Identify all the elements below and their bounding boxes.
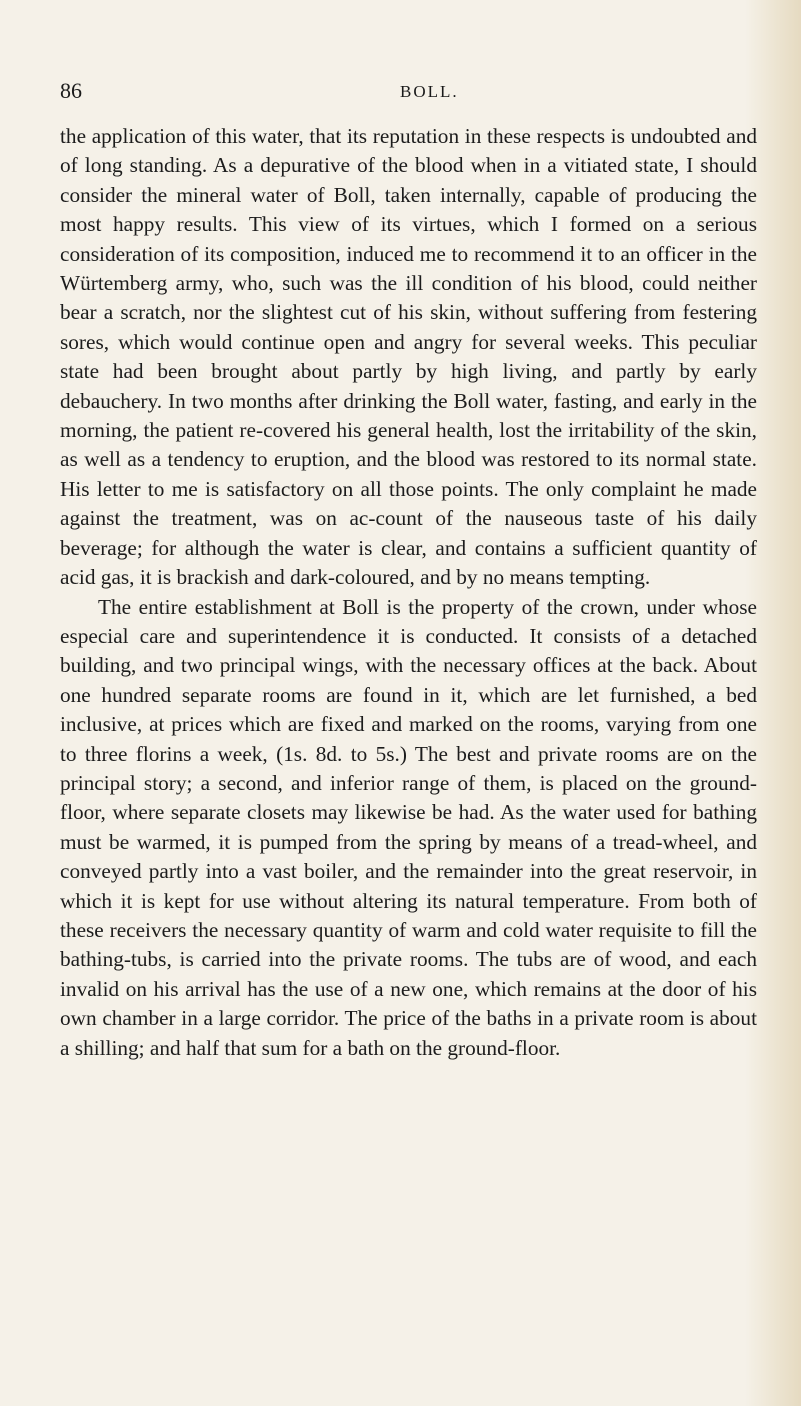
running-head: BOLL. bbox=[400, 82, 459, 101]
page-number: 86 bbox=[60, 78, 82, 103]
body-text bbox=[60, 122, 757, 1063]
paragraph: the application of this water, that its reputation in these respects is undoubted and of long standing. As a depurative of the blood when in a vitiated state, I should consider the mineral water of Boll, taken internally, capable of producing the most happy results. This view of its virtues, which I formed on a serious consideration of its composition, induced me to recommend it to an officer in the Würtemberg army, who, such was the ill condition of his blood, could neither bear a scratch, nor the slightest cut of his skin, without suffering from festering sores, which would continue open and angry for several weeks. This peculiar state had been brought about partly by high living, and partly by early debauchery. In two months after drinking the Boll water, fasting, and early in the morning, the patient re-covered his general health, lost the irritability of the skin, as well as a tendency to eruption, and the blood was restored to its normal state. His letter to me is satisfactory on all those points. The only complaint he made against the treatment, was on ac-count of the nauseous taste of his daily beverage; for although the water is clear, and contains a sufficient quantity of acid gas, it is brackish and dark-coloured, and by no means tempting. bbox=[60, 124, 757, 590]
page-header bbox=[60, 78, 751, 108]
paragraph: The entire establishment at Boll is the property of the crown, under whose especial care and superintendence it is conducted. It consists of a detached building, and two principal wings, with the necessary offices at the back. About one hundred separate rooms are found in it, which are let furnished, a bed inclusive, at prices which are fixed and marked on the rooms, varying from one to three florins a week, (1s. 8d. to 5s.) The best and private rooms are on the principal story; a second, and inferior range of them, is placed on the ground-floor, where separate closets may likewise be had. As the water used for bathing must be warmed, it is pumped from the spring by means of a tread-wheel, and conveyed partly into a vast boiler, and the remainder into the great reservoir, in which it is kept for use without altering its natural temperature. From both of these receivers the necessary quantity of warm and cold water requisite to fill the bathing-tubs, is carried into the private rooms. The tubs are of wood, and each invalid on his arrival has the use of a new one, which remains at the door of his own chamber in a large corridor. The price of the baths in a private room is about a shilling; and half that sum for a bath on the ground-floor. bbox=[60, 594, 757, 1060]
